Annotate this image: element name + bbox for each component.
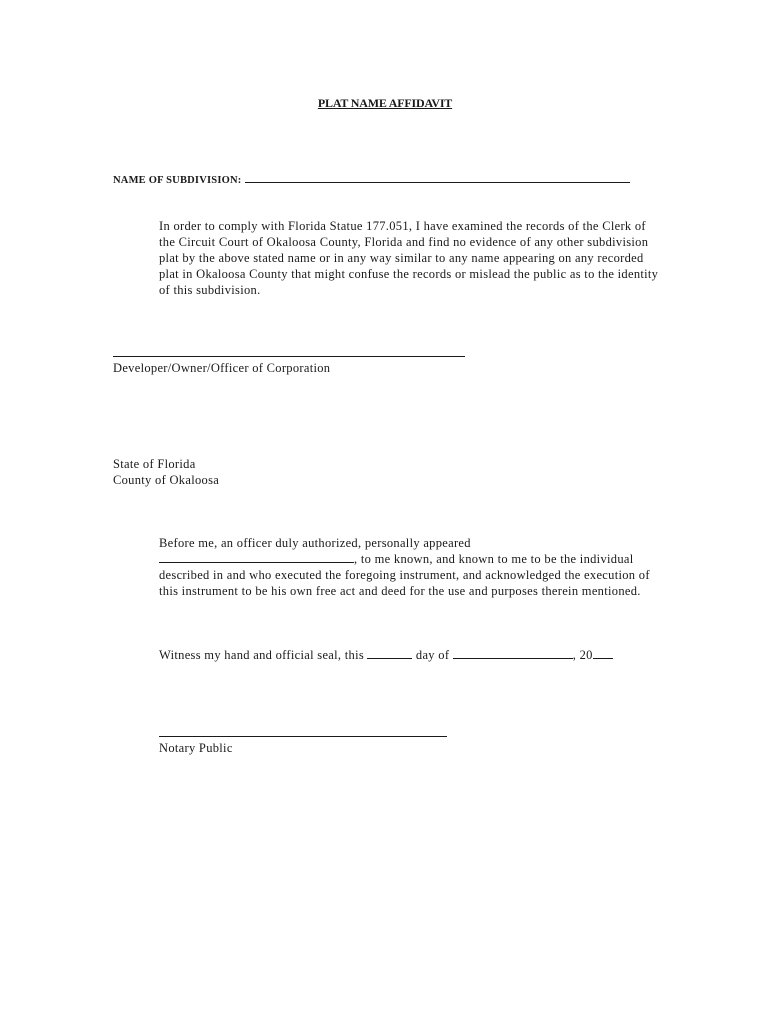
- document-title: PLAT NAME AFFIDAVIT: [317, 96, 453, 110]
- notary-signature-line[interactable]: [159, 736, 447, 737]
- appearing-person-blank[interactable]: [159, 551, 354, 563]
- notary-text-part-1: Before me, an officer duly authorized, personally appeared: [159, 536, 471, 550]
- year-blank[interactable]: [593, 647, 613, 659]
- witness-text-3: , 20: [572, 648, 593, 662]
- developer-signature-line[interactable]: [113, 356, 465, 357]
- subdivision-name-label: NAME OF SUBDIVISION:: [113, 175, 242, 186]
- venue-county: County of Okaloosa: [113, 473, 220, 487]
- developer-signature-label: Developer/Owner/Officer of Corporation: [113, 361, 331, 375]
- venue-state: State of Florida: [113, 457, 196, 471]
- notary-text-part-2: , to me known, and known to me to be the individual described in and who executed the foregoing instrument, and acknowledged the execution of this instrument to be his own free act and deed for the use and purposes therein mentioned.: [159, 552, 650, 598]
- venue-block: [113, 456, 219, 488]
- notary-acknowledgment: [159, 535, 659, 599]
- month-blank[interactable]: [453, 647, 573, 659]
- witness-text-1: Witness my hand and official seal, this: [159, 648, 365, 662]
- subdivision-name-row: [113, 172, 673, 186]
- subdivision-name-blank[interactable]: [245, 172, 630, 183]
- day-blank[interactable]: [367, 647, 412, 659]
- witness-text-2: day of: [415, 648, 450, 662]
- notary-signature-label: Notary Public: [159, 741, 233, 755]
- witness-line: [159, 647, 679, 663]
- affidavit-statement: In order to comply with Florida Statue 177.051, I have examined the records of the Clerk of the Circuit Court of Okaloosa County, Florida and find no evidence of any other subdivision plat by the above stated name or in any way similar to any name appearing on any recorded plat in Okaloosa County that might confuse the records or mislead the public as to the identity of this subdivision.: [159, 219, 659, 297]
